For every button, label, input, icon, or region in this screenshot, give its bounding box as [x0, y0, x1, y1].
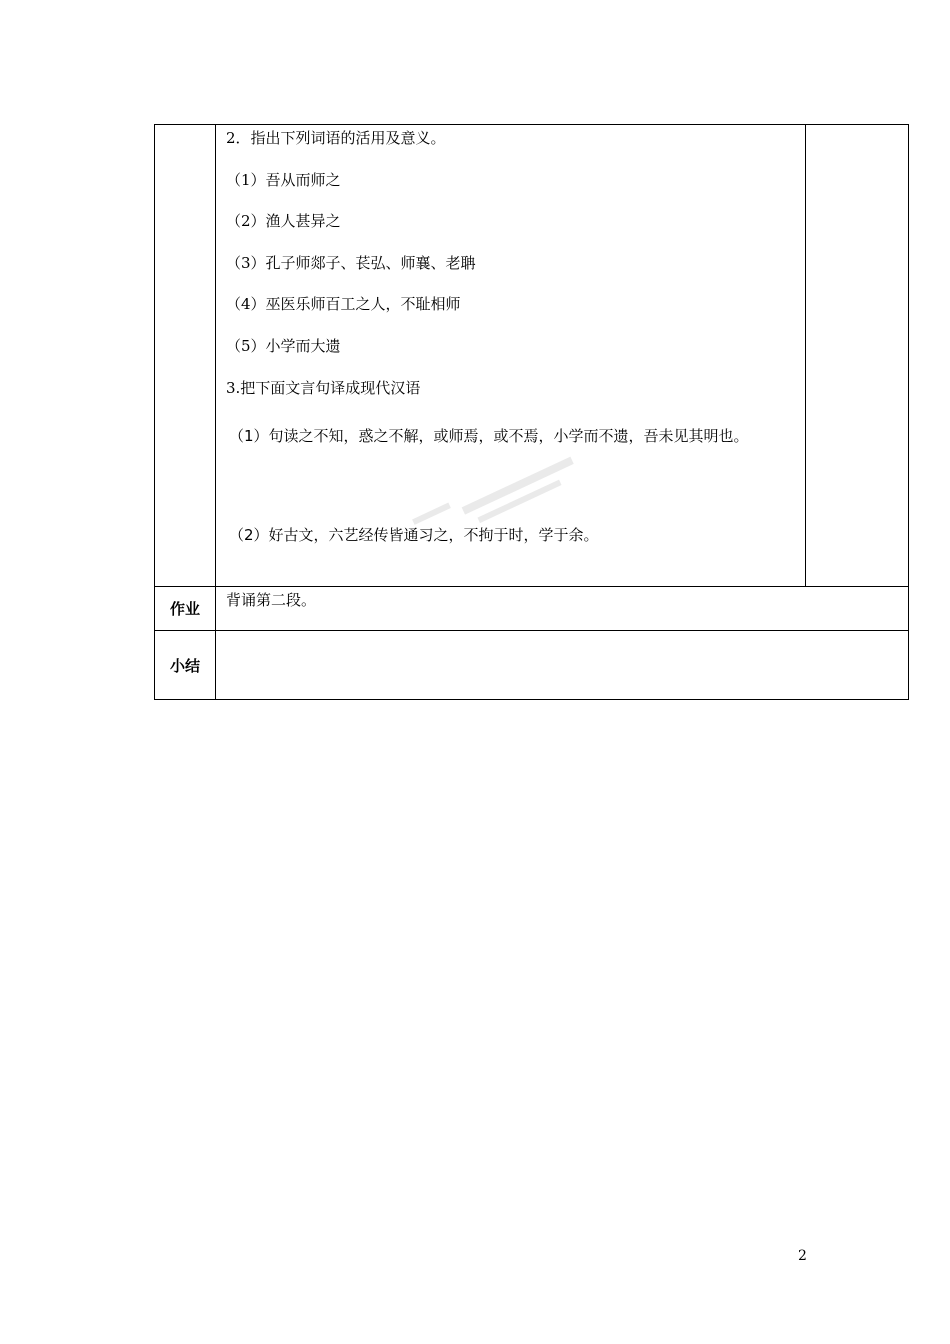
homework-text: 背诵第二段。	[216, 587, 909, 631]
summary-row	[155, 631, 909, 700]
exercise-2-title: 2．指出下列词语的活用及意义。	[226, 129, 446, 147]
exercise-2-item: （5）小学而大遗	[226, 337, 341, 355]
exercise-3-item: （1）句读之不知，惑之不解，或师焉，或不焉，小学而不遗，吾未见其明也。	[229, 427, 749, 445]
homework-label: 作业	[155, 587, 216, 631]
page-number: 2	[798, 1248, 807, 1264]
exercise-2-item: （1）吾从而师之	[226, 171, 341, 189]
exercise-label-cell	[155, 125, 216, 587]
lesson-plan-table	[154, 124, 909, 700]
exercise-3-title: 3.把下面文言句译成现代汉语	[226, 379, 421, 397]
summary-text	[216, 631, 909, 700]
exercise-2-item: （4）巫医乐师百工之人，不耻相师	[226, 295, 461, 313]
homework-row	[155, 587, 909, 631]
exercise-2-item: （3）孔子师郯子、苌弘、师襄、老聃	[226, 254, 476, 272]
exercise-notes-cell	[806, 125, 909, 587]
exercise-2-item: （2）渔人甚异之	[226, 212, 341, 230]
summary-label: 小结	[155, 631, 216, 700]
exercise-row	[155, 125, 909, 587]
exercise-3-item: （2）好古文，六艺经传皆通习之，不拘于时，学于余。	[229, 526, 599, 544]
exercise-content-cell	[216, 125, 806, 587]
